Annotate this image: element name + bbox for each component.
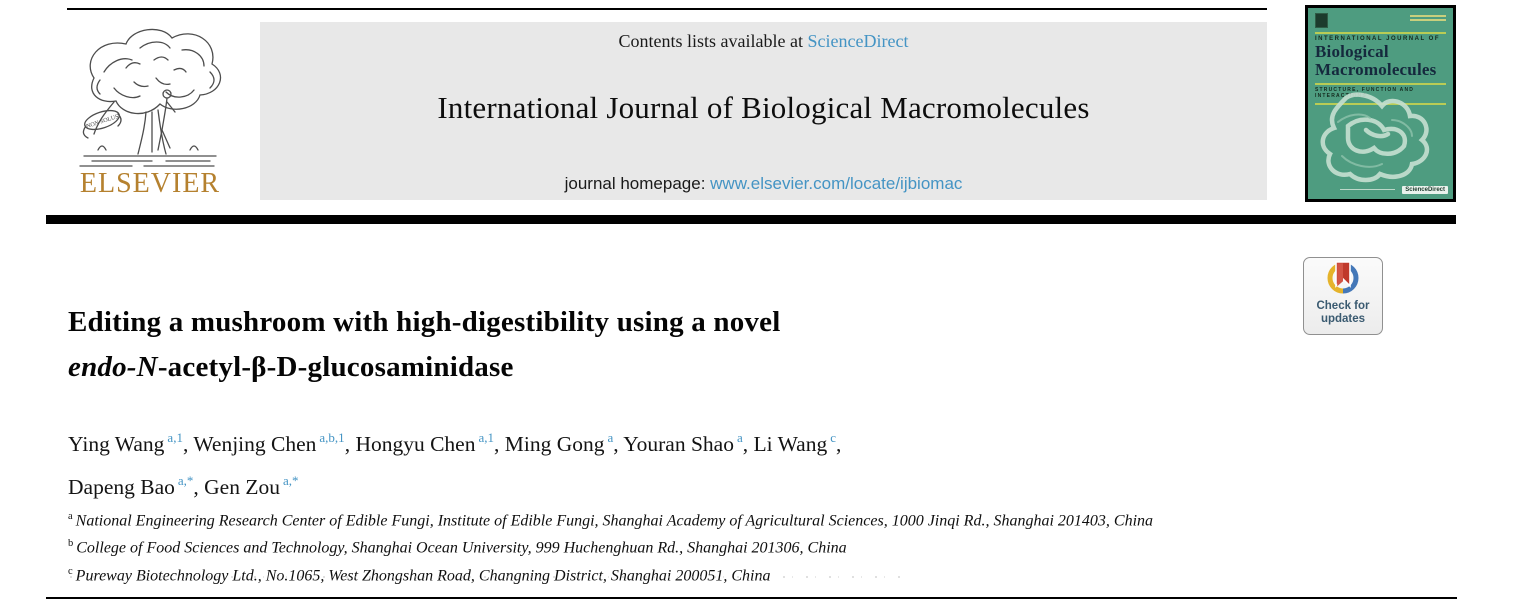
journal-masthead: [260, 22, 1267, 200]
affiliation: $^b$ College of Food Sciences and Technology, Shanghai Ocean University, 999 Huchenghuan Rd., Shanghai 201306, China: [68, 538, 847, 557]
cover-sciencedirect-brand: ScienceDirect: [1402, 186, 1448, 194]
crossmark-icon: [1323, 261, 1363, 299]
article-title-line2-rest: -acetyl-β-D-glucosaminidase: [157, 351, 514, 383]
sciencedirect-link[interactable]: ScienceDirect: [807, 31, 909, 51]
journal-title: International Journal of Biological Macromolecules: [437, 90, 1090, 125]
cover-kicker: INTERNATIONAL JOURNAL OF: [1315, 36, 1441, 42]
author: Wenjing Chen $^{a,b,1}$,: [193, 430, 356, 457]
author: Ming Gong $^a$,: [504, 430, 624, 457]
cover-molecule-art: [1308, 86, 1453, 186]
cover-subtitle: STRUCTURE, FUNCTION AND INTERACTIONS: [1315, 87, 1415, 99]
author: Youran Shao $^a$,: [623, 430, 754, 457]
cover-top-row: [1308, 8, 1453, 28]
affiliation: $^c$ Pureway Biotechnology Ltd., No.1065, West Zhongshan Road, Changning District, Shanghai 200051, China: [68, 565, 771, 584]
affiliations: [68, 505, 1328, 587]
author: Hongyu Chen $^{a,1}$,: [355, 430, 505, 457]
author-superscript: c: [830, 430, 836, 445]
check-for-updates-badge[interactable]: [1303, 257, 1383, 335]
author-superscript: a,1: [478, 430, 495, 445]
homepage-line: [260, 174, 1267, 194]
authors-line-1: [68, 420, 1258, 463]
article-title-line1: Editing a mushroom with high-digestibility using a novel: [68, 306, 781, 338]
author-superscript: a: [607, 430, 614, 445]
article-title: [68, 300, 1118, 390]
elsevier-logo: [64, 22, 236, 202]
svg-text:NON SOLUS: NON SOLUS: [85, 113, 120, 130]
author-list: [68, 420, 1258, 506]
journal-cover-thumbnail[interactable]: [1305, 5, 1456, 202]
affiliation-superscript: a: [68, 511, 73, 522]
affiliation-superscript: b: [68, 538, 74, 550]
cover-brand-rule: [1340, 189, 1395, 190]
homepage-prefix: journal homepage:: [564, 174, 711, 193]
cutoff-footnote-fragment: [70, 576, 900, 578]
footer-hairline-rule: [46, 597, 1457, 599]
author: Dapeng Bao $^{a,*}$,: [68, 473, 205, 500]
author-superscript: a,1: [167, 430, 183, 445]
cover-rule-mid: [1315, 83, 1446, 85]
contents-line-prefix: Contents lists available at: [618, 31, 808, 51]
author-superscript: a,b,1: [319, 430, 345, 445]
cover-title: Biological Macromolecules: [1315, 42, 1437, 79]
cover-rule-top: [1315, 32, 1446, 34]
affiliation: $^a$ National Engineering Research Center of Edible Fungi, Institute of Edible Fungi, Shanghai Academy of Agricultural Sciences, 1000 Jinqi Rd., Shanghai 201403, China: [68, 511, 1154, 530]
elsevier-wordmark: ELSEVIER: [79, 168, 221, 199]
homepage-url-link[interactable]: www.elsevier.com/locate/ijbiomac: [710, 174, 963, 193]
top-hairline-rule: [67, 8, 1267, 10]
author: Gen Zou $^{a,*}$: [204, 473, 299, 500]
author-superscript: a,*: [177, 473, 194, 489]
cover-volume-info: [1410, 13, 1446, 28]
elsevier-tree-icon: [64, 22, 236, 170]
contents-line: [260, 31, 1267, 52]
author-superscript: a: [736, 430, 743, 445]
author-superscript: a,*: [282, 473, 299, 489]
check-for-updates-label: Check for updates: [1316, 300, 1370, 325]
author: Li Wang $^c$,: [753, 430, 842, 457]
affiliation-superscript: c: [68, 565, 73, 577]
cover-elsevier-mini-logo-icon: [1315, 13, 1328, 28]
authors-line-2: [68, 463, 1258, 506]
masthead-divider-bar: [46, 215, 1456, 224]
author: Ying Wang $^{a,1}$,: [68, 430, 194, 457]
article-title-line2-italic: endo-N: [68, 351, 158, 383]
